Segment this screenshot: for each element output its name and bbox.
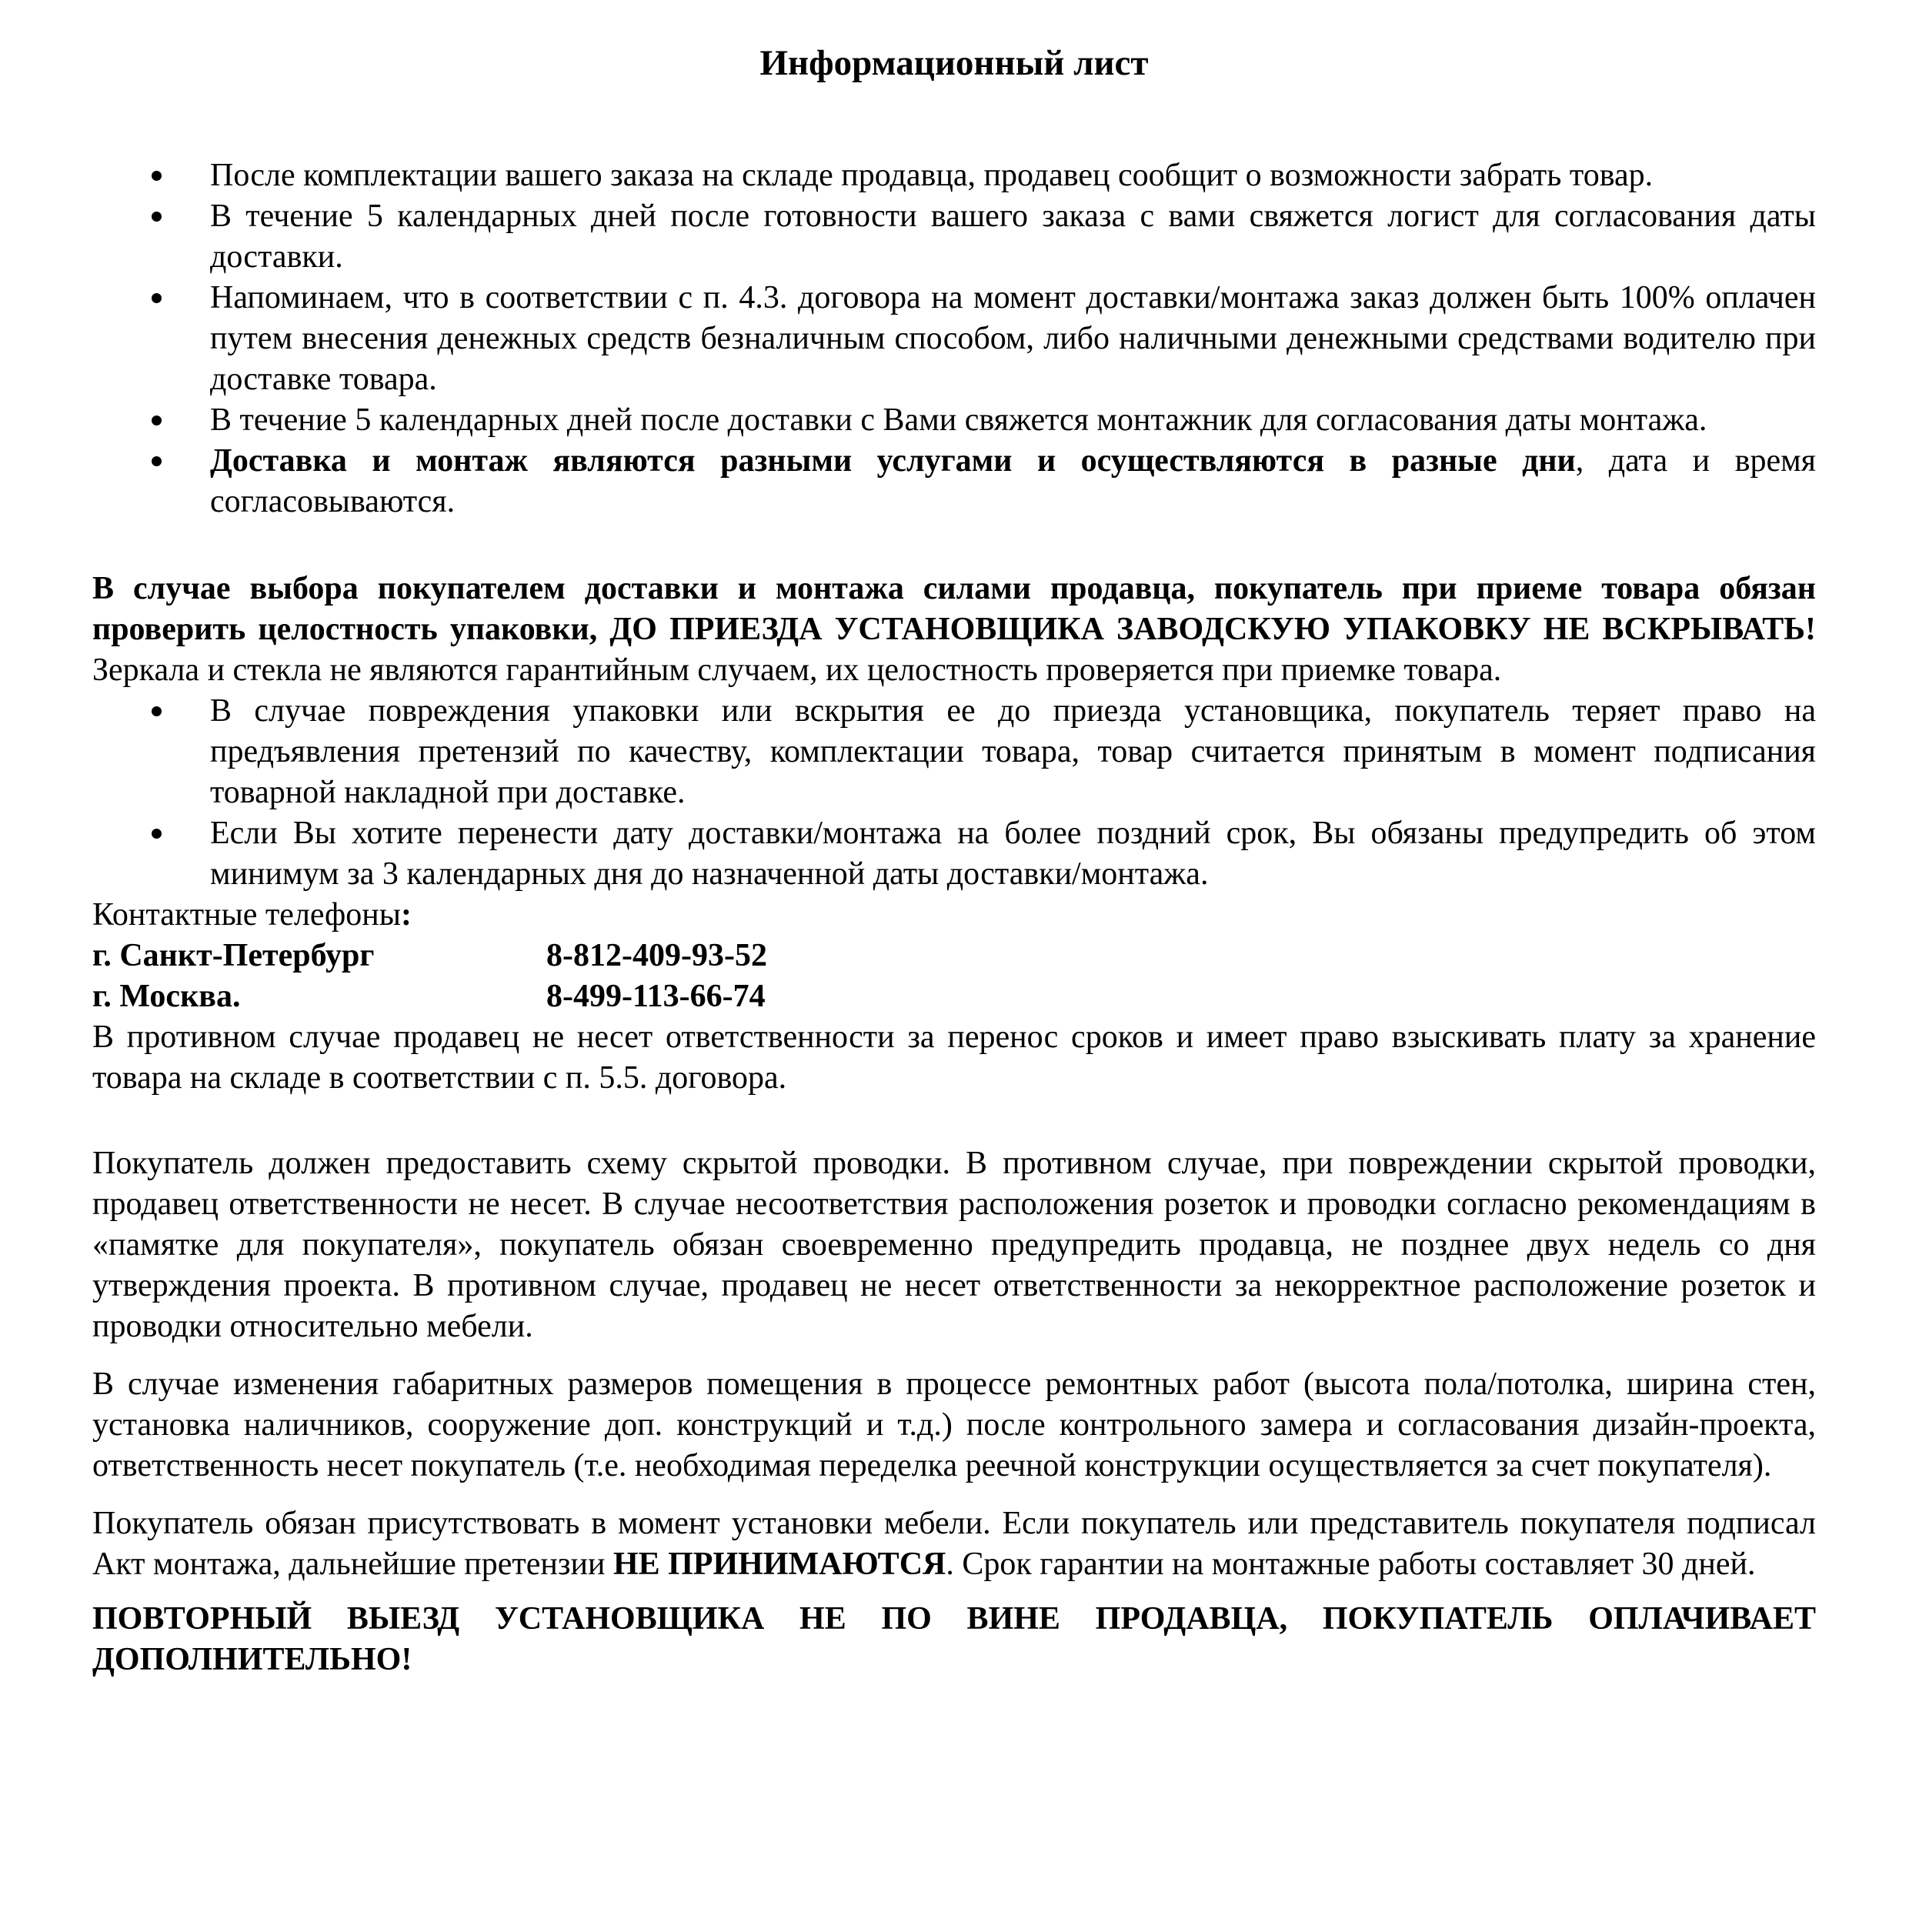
city-label: г. Санкт-Петербург	[92, 938, 375, 973]
phone-row-msk	[92, 976, 1816, 1017]
list-item-text: Напоминаем, что в соответствии с п. 4.3. договора на момент доставки/монтажа заказ должен быть 100% оплачен путем внесения денежных средств безналичным способом, либо наличными денежными средствами водителю при доставке товара.	[210, 280, 1816, 397]
paragraph-presence	[92, 1503, 1816, 1585]
bullet-dot-icon	[152, 415, 162, 425]
paragraph-wiring: Покупатель должен предоставить схему скрытой проводки. В противном случае, при повреждении скрытой проводки, продавец ответственности не несет. В случае несоответствия расположения розеток и проводки согласно рекомендациям в «памятке для покупателя», покупатель обязан своевременно предупредить продавца, не позднее двух недель со дня утверждения проекта. В противном случае, продавец не несет ответственности за некорректное расположение розеток и проводки относительно мебели.	[92, 1146, 1816, 1344]
paragraph-storage: В противном случае продавец не несет ответственности за перенос сроков и имеет право взыскивать плату за хранение товара на складе в соответствии с п. 5.5. договора.	[92, 1019, 1816, 1096]
bullet-dot-icon	[152, 212, 162, 222]
paragraph-text: . Срок гарантии на монтажные работы составляет 30 дней.	[946, 1547, 1756, 1582]
bullet-dot-icon	[152, 829, 162, 839]
paragraph-text: Зеркала и стекла не являются гарантийным случаем, их целостность проверяется при приемке товара.	[92, 652, 1502, 688]
list-item-text: В случае повреждения упаковки или вскрытия ее до приезда установщика, покупатель теряет право на предъявления претензий по качеству, комплектации товара, товар считается принятым в момент подписания товарной накладной при доставке.	[210, 693, 1816, 810]
bullet-list-claims	[92, 691, 1816, 895]
contacts-heading	[92, 895, 1816, 936]
list-item	[92, 400, 1816, 441]
list-item	[92, 813, 1816, 895]
list-item	[92, 278, 1816, 400]
paragraph-resize: В случае изменения габаритных размеров помещения в процессе ремонтных работ (высота пола/потолка, ширина стен, установка наличников, сооружение доп. конструкций и т.д.) после контрольного замера и согласования дизайн-проекта, ответственность несет покупатель (т.е. необходимая переделка реечной конструкции осуществляется за счет покупателя).	[92, 1366, 1816, 1483]
blank-line	[92, 1099, 1816, 1143]
bullet-dot-icon	[152, 171, 162, 181]
phone-number: 8-499-113-66-74	[546, 979, 766, 1014]
list-item	[92, 196, 1816, 278]
paragraph-text-bold: В случае выбора покупателем доставки и монтажа силами продавца, покупатель при приеме товара обязан проверить целостность упаковки, ДО ПРИЕЗДА УСТАНОВЩИКА ЗАВОДСКУЮ УПАКОВКУ НЕ ВСКРЫВАТЬ!	[92, 571, 1816, 647]
list-item-text: После комплектации вашего заказа на складе продавца, продавец сообщит о возможности забрать товар.	[210, 158, 1654, 193]
paragraph-repeat-visit: ПОВТОРНЫЙ ВЫЕЗД УСТАНОВЩИКА НЕ ПО ВИНЕ ПРОДАВЦА, ПОКУПАТЕЛЬ ОПЛАЧИВАЕТ ДОПОЛНИТЕЛЬНО!	[92, 1601, 1816, 1677]
list-item-text-bold: Доставка и монтаж являются разными услугами и осуществляются в разные дни	[210, 443, 1576, 479]
phone-number: 8-812-409-93-52	[546, 938, 767, 973]
paragraph-text: Покупатель обязан присутствовать в момент установки мебели. Если покупатель или представитель покупателя подписал Акт монтажа, дальнейшие претензии	[92, 1506, 1816, 1582]
contacts-colon: :	[400, 897, 412, 933]
list-item-text: Если Вы хотите перенести дату доставки/монтажа на более поздний срок, Вы обязаны предупредить об этом минимум за 3 календарных дня до назначенной даты доставки/монтажа.	[210, 816, 1816, 892]
list-item-text: В течение 5 календарных дней после доставки с Вами свяжется монтажник для согласования даты монтажа.	[210, 402, 1707, 438]
bullet-dot-icon	[152, 456, 162, 466]
paragraph-text-bold: НЕ ПРИНИМАЮТСЯ	[612, 1547, 946, 1582]
blank-line	[92, 522, 1816, 569]
bullet-dot-icon	[152, 706, 162, 716]
city-label: г. Москва.	[92, 979, 241, 1014]
contacts-label: Контактные телефоны	[92, 897, 401, 933]
list-item	[92, 691, 1816, 813]
list-item	[92, 441, 1816, 522]
list-item-text: В течение 5 календарных дней после готовности вашего заказа с вами свяжется логист для согласования даты доставки.	[210, 199, 1816, 275]
phone-row-spb	[92, 936, 1816, 976]
bullet-dot-icon	[152, 293, 162, 303]
page-title: Информационный лист	[759, 43, 1149, 83]
list-item	[92, 155, 1816, 196]
paragraph-packaging	[92, 569, 1816, 691]
list-item-text: , дата и время согласовываются.	[210, 443, 1817, 519]
bullet-list-top	[92, 155, 1816, 522]
